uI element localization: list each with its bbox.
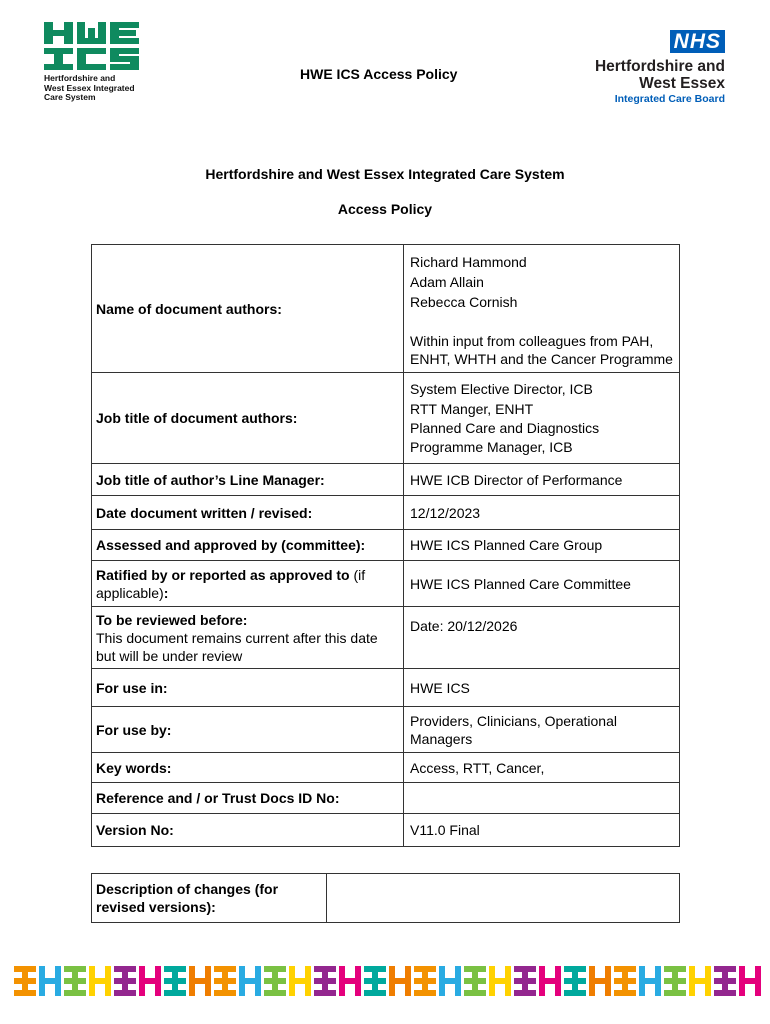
page-subtitle: Access Policy <box>337 201 433 217</box>
decorative-footer-stripe <box>14 966 764 996</box>
table-row-use-by <box>92 707 680 753</box>
stripe-tile <box>739 966 761 996</box>
hwe-ics-logo-mark-icon <box>44 22 140 70</box>
stripe-tile <box>364 966 386 996</box>
stripe-tile <box>589 966 611 996</box>
review-value: Date: 20/12/2026 <box>404 607 680 669</box>
stripe-tile <box>414 966 436 996</box>
document-info-table <box>91 244 680 847</box>
stripe-tile <box>564 966 586 996</box>
stripe-tile <box>39 966 61 996</box>
line-manager-label: Job title of author’s Line Manager: <box>92 464 404 496</box>
table-row-line-manager <box>92 464 680 496</box>
stripe-tile <box>689 966 711 996</box>
assessed-value: HWE ICS Planned Care Group <box>404 530 680 561</box>
hwe-ics-logo <box>44 22 144 103</box>
version-value: V11.0 Final <box>404 814 680 847</box>
stripe-tile <box>339 966 361 996</box>
use-by-label: For use by: <box>92 707 404 753</box>
stripe-tile <box>64 966 86 996</box>
description-value <box>327 874 680 923</box>
stripe-tile <box>614 966 636 996</box>
nhs-badge: NHS <box>670 30 725 53</box>
table-row-ratified <box>92 561 680 607</box>
authors-value <box>404 245 680 373</box>
stripe-tile <box>264 966 286 996</box>
table-row-date <box>92 496 680 530</box>
header-title: HWE ICS Access Policy <box>300 66 458 82</box>
job-titles-value: System Elective Director, ICB RTT Manger, ENHT Planned Care and Diagnostics Programme Manager, ICB <box>404 373 680 464</box>
stripe-tile <box>714 966 736 996</box>
description-table <box>91 873 680 923</box>
review-label: To be reviewed before: This document remains current after this date but will be under review <box>92 607 404 669</box>
authors-note: Within input from colleagues from PAH, ENHT, WHTH and the Cancer Programme <box>410 333 673 367</box>
stripe-tile <box>489 966 511 996</box>
line-manager-value: HWE ICB Director of Performance <box>404 464 680 496</box>
table-row-use-in <box>92 669 680 707</box>
keywords-label: Key words: <box>92 753 404 783</box>
description-label: Description of changes (for revised versions): <box>92 874 327 923</box>
stripe-tile <box>189 966 211 996</box>
review-note: This document remains current after this date but will be under review <box>96 629 378 664</box>
author-name: Rebecca Cornish <box>410 294 518 310</box>
stripe-tile <box>89 966 111 996</box>
table-row-description <box>92 874 680 923</box>
stripe-tile <box>14 966 36 996</box>
assessed-label: Assessed and approved by (committee): <box>92 530 404 561</box>
stripe-tile <box>439 966 461 996</box>
author-name: Richard Hammond <box>410 254 527 270</box>
nhs-icb-logo <box>595 30 725 105</box>
table-row-keywords <box>92 753 680 783</box>
keywords-value: Access, RTT, Cancer, <box>404 753 680 783</box>
stripe-tile <box>514 966 536 996</box>
ratified-value: HWE ICS Planned Care Committee <box>404 561 680 607</box>
reference-value <box>404 783 680 814</box>
date-value: 12/12/2023 <box>404 496 680 530</box>
use-in-label: For use in: <box>92 669 404 707</box>
stripe-tile <box>389 966 411 996</box>
hwe-logo-subtitle: Hertfordshire and West Essex Integrated Care System <box>44 73 135 102</box>
page-title: Hertfordshire and West Essex Integrated Care System <box>205 166 565 182</box>
job-titles-label: Job title of document authors: <box>92 373 404 464</box>
stripe-tile <box>164 966 186 996</box>
use-in-value: HWE ICS <box>404 669 680 707</box>
stripe-tile <box>214 966 236 996</box>
date-label: Date document written / revised: <box>92 496 404 530</box>
stripe-tile <box>314 966 336 996</box>
use-by-value: Providers, Clinicians, Operational Managers <box>404 707 680 753</box>
ratified-label: Ratified by or reported as approved to (if applicable): <box>92 561 404 607</box>
version-label: Version No: <box>92 814 404 847</box>
table-row-authors <box>92 245 680 373</box>
stripe-tile <box>114 966 136 996</box>
stripe-tile <box>639 966 661 996</box>
reference-label: Reference and / or Trust Docs ID No: <box>92 783 404 814</box>
authors-label: Name of document authors: <box>92 245 404 373</box>
table-row-assessed <box>92 530 680 561</box>
nhs-org-name: Hertfordshire and West Essex <box>594 58 725 92</box>
author-name: Adam Allain <box>410 274 484 290</box>
nhs-board-name: Integrated Care Board <box>614 93 725 105</box>
stripe-tile <box>289 966 311 996</box>
stripe-tile <box>664 966 686 996</box>
stripe-tile <box>239 966 261 996</box>
table-row-job-titles <box>92 373 680 464</box>
table-row-reference <box>92 783 680 814</box>
stripe-tile <box>139 966 161 996</box>
table-row-version <box>92 814 680 847</box>
table-row-review <box>92 607 680 669</box>
stripe-tile <box>539 966 561 996</box>
stripe-tile <box>464 966 486 996</box>
